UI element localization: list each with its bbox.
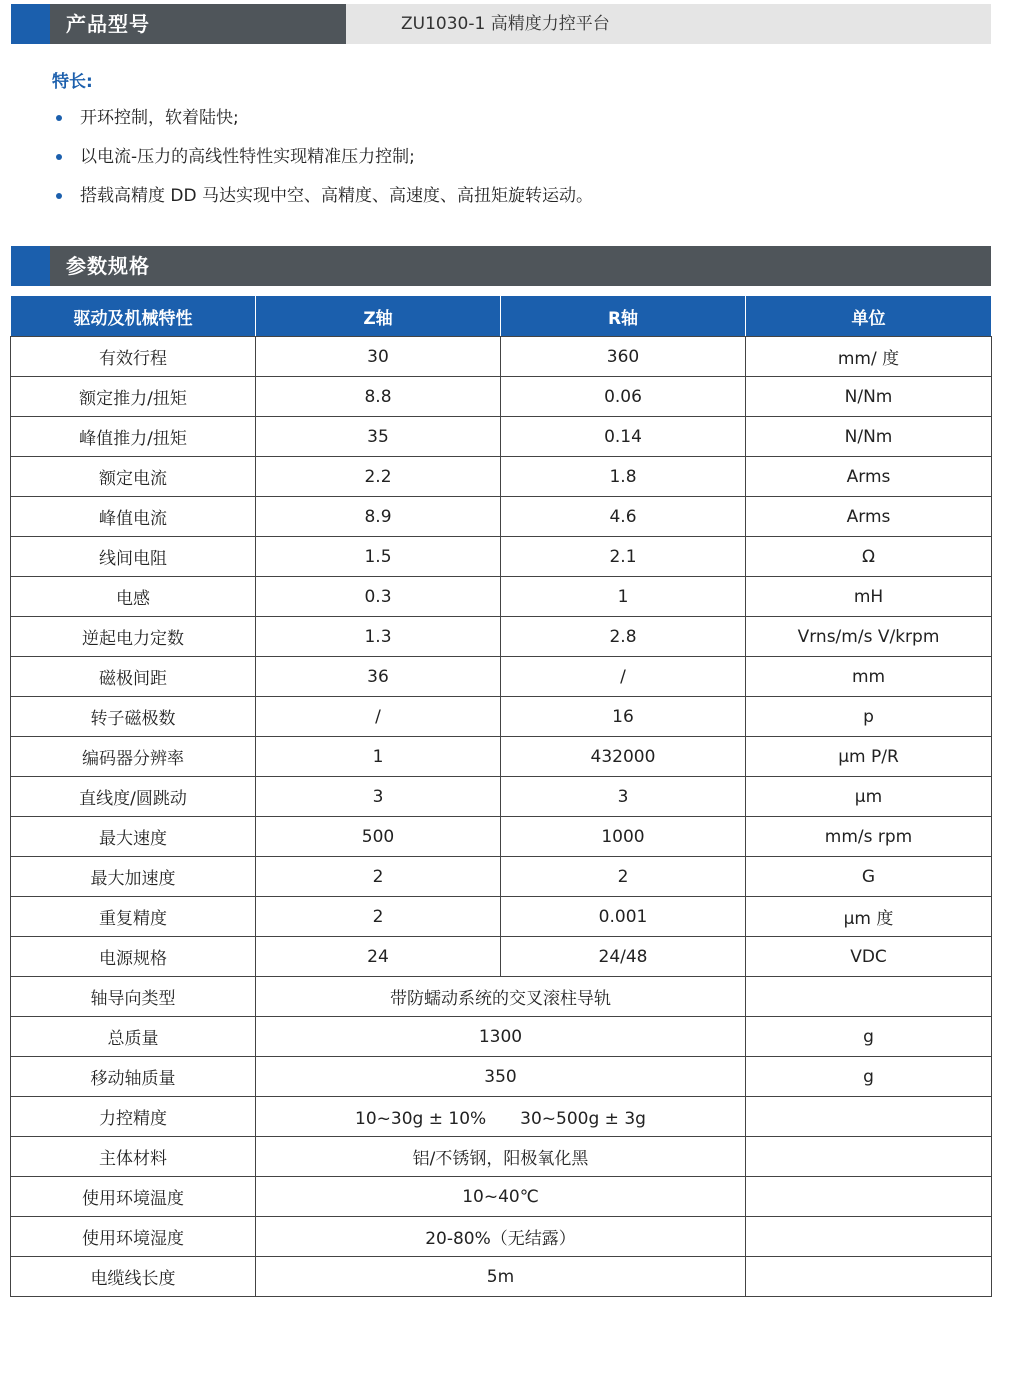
r-axis-value: 24/48 (501, 937, 746, 977)
table-row (11, 1097, 992, 1137)
spec-table (10, 295, 992, 1297)
model-value: ZU1030-1 高精度力控平台 (401, 14, 610, 34)
feature-text: 以电流-压力的高线性特性实现精准压力控制; (80, 147, 415, 167)
row-label: 最大速度 (11, 817, 256, 857)
unit-value: Vrns/m/s V/krpm (746, 617, 992, 657)
unit-value: Arms (746, 457, 992, 497)
unit-value (746, 1257, 992, 1297)
r-axis-value: 3 (501, 777, 746, 817)
z-axis-value: 500 (256, 817, 501, 857)
bullet-icon (56, 193, 62, 199)
header-z-axis: Z轴 (256, 296, 501, 337)
z-axis-value: 35 (256, 417, 501, 457)
spec-label: 参数规格 (66, 254, 150, 278)
merged-value: 350 (256, 1057, 746, 1097)
z-axis-value: 8.9 (256, 497, 501, 537)
unit-value (746, 1177, 992, 1217)
unit-value (746, 1217, 992, 1257)
table-row (11, 857, 992, 897)
feature-text: 搭载高精度 DD 马达实现中空、高精度、高速度、高扭矩旋转运动。 (80, 186, 593, 206)
feature-item (52, 182, 593, 221)
row-label: 峰值电流 (11, 497, 256, 537)
table-row (11, 617, 992, 657)
unit-value: μm P/R (746, 737, 992, 777)
table-row (11, 1057, 992, 1097)
feature-text: 开环控制，软着陆快; (80, 108, 239, 128)
r-axis-value: 0.14 (501, 417, 746, 457)
r-axis-value: 432000 (501, 737, 746, 777)
z-axis-value: 2 (256, 897, 501, 937)
model-value-box (346, 4, 991, 44)
table-row (11, 537, 992, 577)
row-label: 使用环境湿度 (11, 1217, 256, 1257)
unit-value: G (746, 857, 992, 897)
z-axis-value: 36 (256, 657, 501, 697)
table-row (11, 1257, 992, 1297)
spec-bar (11, 246, 991, 286)
r-axis-value: 360 (501, 337, 746, 377)
unit-value: N/Nm (746, 377, 992, 417)
header-unit: 单位 (746, 296, 992, 337)
row-label: 最大加速度 (11, 857, 256, 897)
z-axis-value: 1.5 (256, 537, 501, 577)
table-row (11, 417, 992, 457)
table-row (11, 937, 992, 977)
r-axis-value: 16 (501, 697, 746, 737)
row-label: 重复精度 (11, 897, 256, 937)
unit-value: mm/s rpm (746, 817, 992, 857)
row-label: 磁极间距 (11, 657, 256, 697)
row-label: 有效行程 (11, 337, 256, 377)
merged-value: 20-80%（无结露） (256, 1217, 746, 1257)
row-label: 电缆线长度 (11, 1257, 256, 1297)
table-row (11, 457, 992, 497)
table-row (11, 1017, 992, 1057)
table-row (11, 497, 992, 537)
z-axis-value: 1.3 (256, 617, 501, 657)
unit-value: mm (746, 657, 992, 697)
z-axis-value: / (256, 697, 501, 737)
z-axis-value: 24 (256, 937, 501, 977)
z-axis-value: 2.2 (256, 457, 501, 497)
unit-value: N/Nm (746, 417, 992, 457)
z-axis-value: 3 (256, 777, 501, 817)
table-row (11, 817, 992, 857)
row-label: 电感 (11, 577, 256, 617)
r-axis-value: 1 (501, 577, 746, 617)
table-header-row (11, 296, 992, 337)
r-axis-value: / (501, 657, 746, 697)
merged-value: 铝/不锈钢，阳极氧化黑 (256, 1137, 746, 1177)
unit-value (746, 1097, 992, 1137)
unit-value: μm 度 (746, 897, 992, 937)
z-axis-value: 8.8 (256, 377, 501, 417)
features-title: 特长: (52, 72, 93, 92)
feature-item (52, 143, 593, 182)
r-axis-value: 2.1 (501, 537, 746, 577)
bullet-icon (56, 115, 62, 121)
row-label: 转子磁极数 (11, 697, 256, 737)
row-label: 额定推力/扭矩 (11, 377, 256, 417)
table-row (11, 577, 992, 617)
table-row (11, 657, 992, 697)
table-row (11, 737, 992, 777)
r-axis-value: 0.06 (501, 377, 746, 417)
unit-value: Ω (746, 537, 992, 577)
table-row (11, 697, 992, 737)
unit-value: μm (746, 777, 992, 817)
row-label: 电源规格 (11, 937, 256, 977)
table-row (11, 897, 992, 937)
z-axis-value: 30 (256, 337, 501, 377)
unit-value: Arms (746, 497, 992, 537)
row-label: 力控精度 (11, 1097, 256, 1137)
merged-value: 1300 (256, 1017, 746, 1057)
unit-value: g (746, 1057, 992, 1097)
row-label: 峰值推力/扭矩 (11, 417, 256, 457)
row-label: 主体材料 (11, 1137, 256, 1177)
row-label: 逆起电力定数 (11, 617, 256, 657)
merged-value: 5m (256, 1257, 746, 1297)
row-label: 总质量 (11, 1017, 256, 1057)
header-characteristic: 驱动及机械特性 (11, 296, 256, 337)
r-axis-value: 1000 (501, 817, 746, 857)
row-label: 使用环境温度 (11, 1177, 256, 1217)
features-list (52, 104, 593, 221)
table-row (11, 1177, 992, 1217)
unit-value: p (746, 697, 992, 737)
merged-value: 带防蠕动系统的交叉滚柱导轨 (256, 977, 746, 1017)
table-row (11, 1217, 992, 1257)
header-r-axis: R轴 (501, 296, 746, 337)
r-axis-value: 4.6 (501, 497, 746, 537)
table-row (11, 777, 992, 817)
model-bar (11, 4, 991, 44)
unit-value: VDC (746, 937, 992, 977)
merged-value: 10~40℃ (256, 1177, 746, 1217)
table-row (11, 337, 992, 377)
spec-table-body (11, 337, 992, 1297)
table-row (11, 377, 992, 417)
row-label: 直线度/圆跳动 (11, 777, 256, 817)
r-axis-value: 1.8 (501, 457, 746, 497)
bullet-icon (56, 154, 62, 160)
row-label: 线间电阻 (11, 537, 256, 577)
table-row (11, 1137, 992, 1177)
unit-value: mH (746, 577, 992, 617)
r-axis-value: 2.8 (501, 617, 746, 657)
row-label: 额定电流 (11, 457, 256, 497)
spec-bar-accent (11, 246, 50, 286)
z-axis-value: 1 (256, 737, 501, 777)
unit-value: g (746, 1017, 992, 1057)
row-label: 编码器分辨率 (11, 737, 256, 777)
model-bar-accent (11, 4, 50, 44)
feature-item (52, 104, 593, 143)
model-label: 产品型号 (66, 12, 150, 36)
unit-value: mm/ 度 (746, 337, 992, 377)
r-axis-value: 0.001 (501, 897, 746, 937)
row-label: 轴导向类型 (11, 977, 256, 1017)
unit-value (746, 1137, 992, 1177)
z-axis-value: 0.3 (256, 577, 501, 617)
row-label: 移动轴质量 (11, 1057, 256, 1097)
unit-value (746, 977, 992, 1017)
r-axis-value: 2 (501, 857, 746, 897)
z-axis-value: 2 (256, 857, 501, 897)
merged-value: 10~30g ± 10% 30~500g ± 3g (256, 1097, 746, 1137)
table-row (11, 977, 992, 1017)
